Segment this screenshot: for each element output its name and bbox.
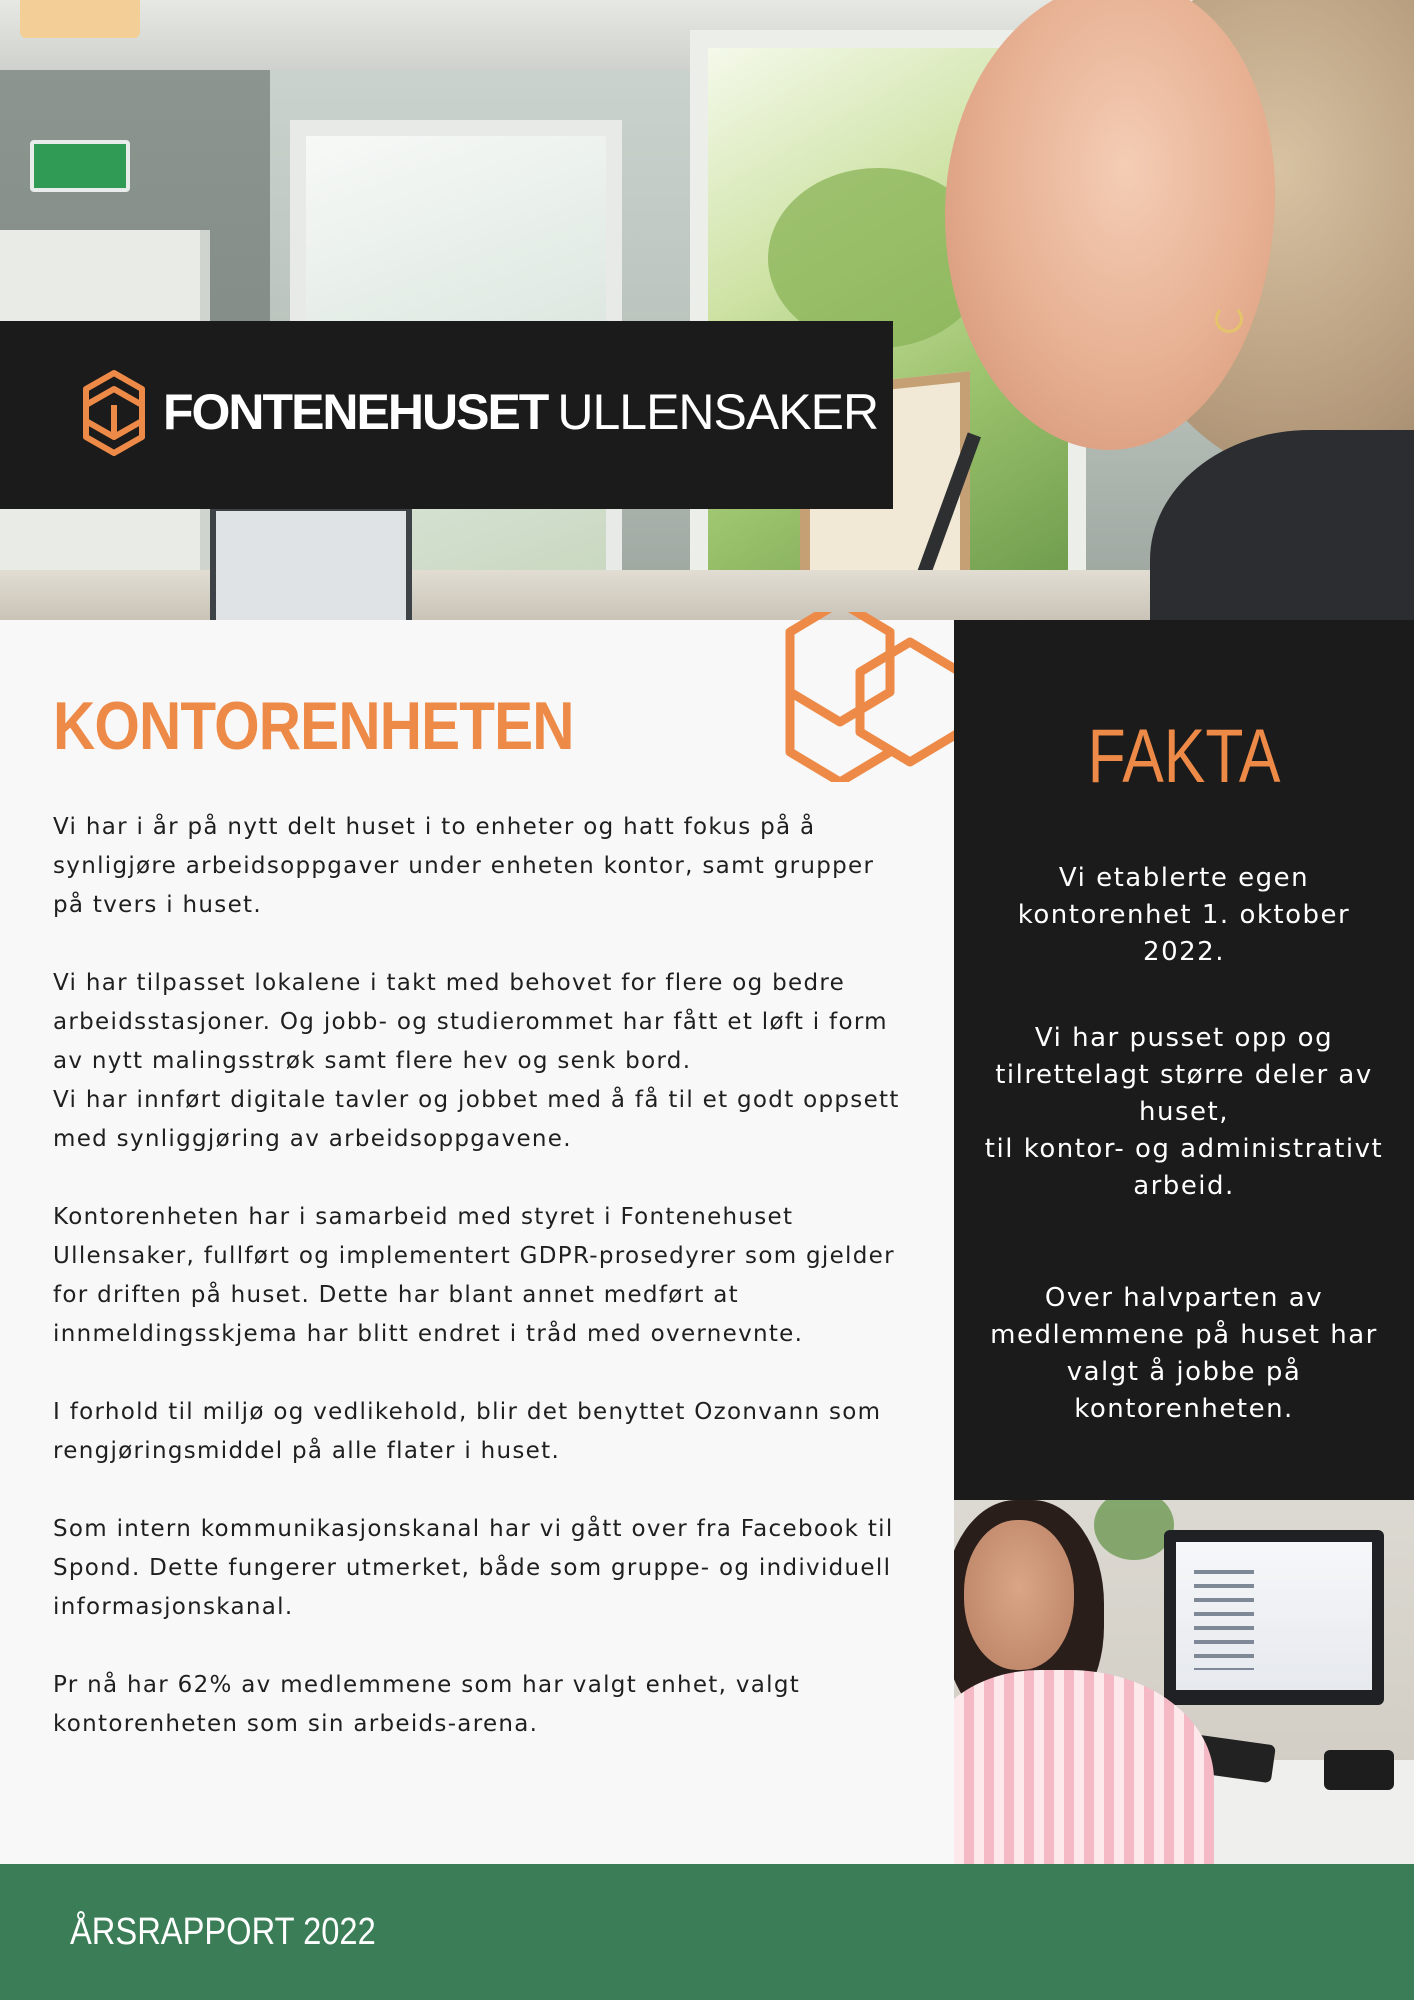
paragraph: Som intern kommunikasjonskanal har vi gått over fra Facebook til Spond. Dette fungerer utmerket, både som gruppe- og individuell informasjonskanal. bbox=[53, 1516, 894, 1620]
paragraph: Kontorenheten har i samarbeid med styret i Fontenehuset Ullensaker, fullført og implementert GDPR-prosedyrer som gjelder for driften på huset. Dette har blant annet medført at innmeldingsskjema har blitt endret i tråd med overnevnte. bbox=[53, 1204, 895, 1347]
hero-photo bbox=[0, 0, 1414, 620]
paragraph: Vi har innført digitale tavler og jobbet med å få til et godt oppsett med synliggjøring av arbeidsoppgavene. bbox=[53, 1087, 900, 1152]
fact-item: Vi etablerte egen kontorenhet 1. oktober 2022. bbox=[1017, 863, 1351, 967]
laptop bbox=[210, 505, 412, 620]
footer-label: ÅRSRAPPORT 2022 bbox=[70, 1911, 376, 1953]
body-text bbox=[53, 808, 913, 1783]
person-shirt bbox=[1150, 430, 1414, 620]
footer bbox=[0, 1864, 1414, 2000]
smiling-person bbox=[964, 1520, 1074, 1670]
fact-item bbox=[974, 1020, 1394, 1205]
hexagon-cube-icon bbox=[80, 369, 148, 457]
paragraph: I forhold til miljø og vedlikehold, blir det benyttet Ozonvann som rengjøringsmiddel på alle flater i huset. bbox=[53, 1399, 882, 1464]
fact-title: FAKTA bbox=[1087, 714, 1281, 799]
logo-name-light: ULLENSAKER bbox=[557, 384, 879, 440]
paragraph: Pr nå har 62% av medlemmene som har valgt enhet, valgt kontorenheten som sin arbeids-arena. bbox=[53, 1672, 801, 1737]
earring bbox=[1215, 305, 1243, 333]
ceiling-light bbox=[20, 0, 140, 38]
hexagon-decoration-icon bbox=[780, 612, 960, 782]
logo-name-strong: FONTENEHUSET bbox=[163, 384, 548, 440]
mouse-pad bbox=[1324, 1750, 1394, 1790]
fact-line: til kontor- og administrativt arbeid. bbox=[984, 1134, 1384, 1201]
plant bbox=[1094, 1500, 1174, 1560]
logo-wordmark bbox=[163, 381, 878, 443]
fact-line: Vi har pusset opp og tilrettelagt større deler av huset, bbox=[995, 1023, 1373, 1127]
spreadsheet bbox=[1194, 1570, 1254, 1670]
fact-panel bbox=[954, 620, 1414, 1500]
exit-sign-icon bbox=[30, 140, 130, 192]
office-photo bbox=[954, 1500, 1414, 1864]
page-title: KONTORENHETEN bbox=[53, 688, 574, 764]
logo-band bbox=[0, 321, 893, 509]
paragraph: Vi har i år på nytt delt huset i to enheter og hatt fokus på å synligjøre arbeidsoppgaver under enheten kontor, samt grupper på tvers i huset. bbox=[53, 814, 875, 918]
fact-item: Over halvparten av medlemmene på huset har valgt å jobbe på kontorenheten. bbox=[990, 1283, 1378, 1424]
paragraph: Vi har tilpasset lokalene i takt med behovet for flere og bedre arbeidsstasjoner. Og jobb- og studierommet har fått et løft i form av nytt malingsstrøk samt flere hev og senk bord. bbox=[53, 970, 888, 1074]
